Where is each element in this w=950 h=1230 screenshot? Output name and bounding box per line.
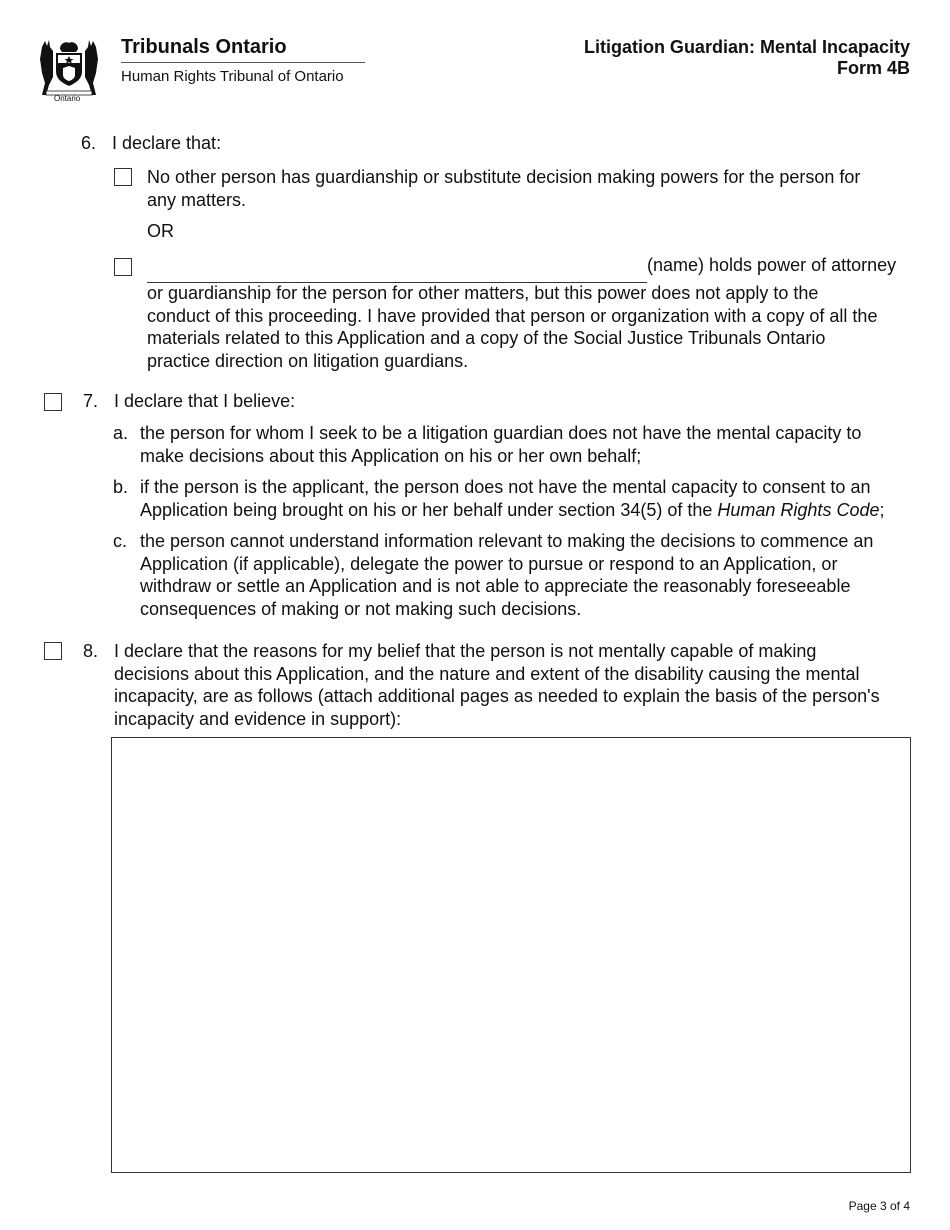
item-b-letter: b. [113, 477, 129, 497]
attorney-name-input[interactable] [147, 256, 647, 283]
power-of-attorney-checkbox[interactable] [114, 258, 132, 276]
no-other-guardian-checkbox[interactable] [114, 168, 132, 186]
section-6-intro: I declare that: [112, 133, 222, 153]
logo-caption: Ontario [54, 94, 81, 103]
section-8-text: I declare that the reasons for my belief that the person is not mentally capable of making decisions about this Application, and the nature and extent of the disability causing the mental incapacity, are as follows (attach additional pages as needed to explain the basis of the person's incapacity and evidence in support): [114, 641, 880, 729]
form-title: Litigation Guardian: Mental Incapacity [583, 37, 910, 57]
org-subtitle: Human Rights Tribunal of Ontario [121, 68, 344, 85]
power-of-attorney-text: or guardianship for the person for other matters, but this power does not apply to the conduct of this proceeding. I have provided that person or organization with a copy of all the materials related to this Application and a copy of the Social Justice Tribunals Ontario practice direction on litigation guardians. [147, 283, 878, 371]
or-label: OR [147, 221, 174, 241]
item-c-text: the person cannot understand information relevant to making the decisions to commence an Application (if applicable), delegate the power to pursue or respond to an Application, or withdraw or settle an Application and is not able to appreciate the reasonably foreseeable consequences of making or not making such decisions. [140, 531, 874, 619]
section-7-intro: I declare that I believe: [114, 391, 296, 411]
section-8-number: 8. [83, 641, 99, 661]
no-other-guardian-text: No other person has guardianship or substitute decision making powers for the person for any matters. [147, 167, 861, 210]
item-a-text: the person for whom I seek to be a litigation guardian does not have the mental capacity to make decisions about this Application on his or her own behalf; [140, 423, 862, 466]
org-divider [121, 62, 365, 63]
section-6-number: 6. [81, 133, 97, 153]
section-7-number: 7. [83, 391, 99, 411]
form-number: Form 4B [836, 58, 910, 78]
reasons-textarea[interactable] [111, 737, 911, 1173]
human-rights-code-title: Human Rights Code [717, 499, 880, 520]
section-7-checkbox[interactable] [44, 393, 62, 411]
item-b-text: if the person is the applicant, the person does not have the mental capacity to consent to an Application being brought on his or her behalf under section 34(5) of the Human Rights Code; [140, 477, 885, 520]
org-title: Tribunals Ontario [121, 36, 287, 58]
item-a-letter: a. [113, 423, 129, 443]
name-suffix-text: (name) holds power of attorney [647, 255, 897, 275]
page-number: Page 3 of 4 [848, 1199, 910, 1213]
section-8-checkbox[interactable] [44, 642, 62, 660]
item-c-letter: c. [113, 531, 128, 551]
